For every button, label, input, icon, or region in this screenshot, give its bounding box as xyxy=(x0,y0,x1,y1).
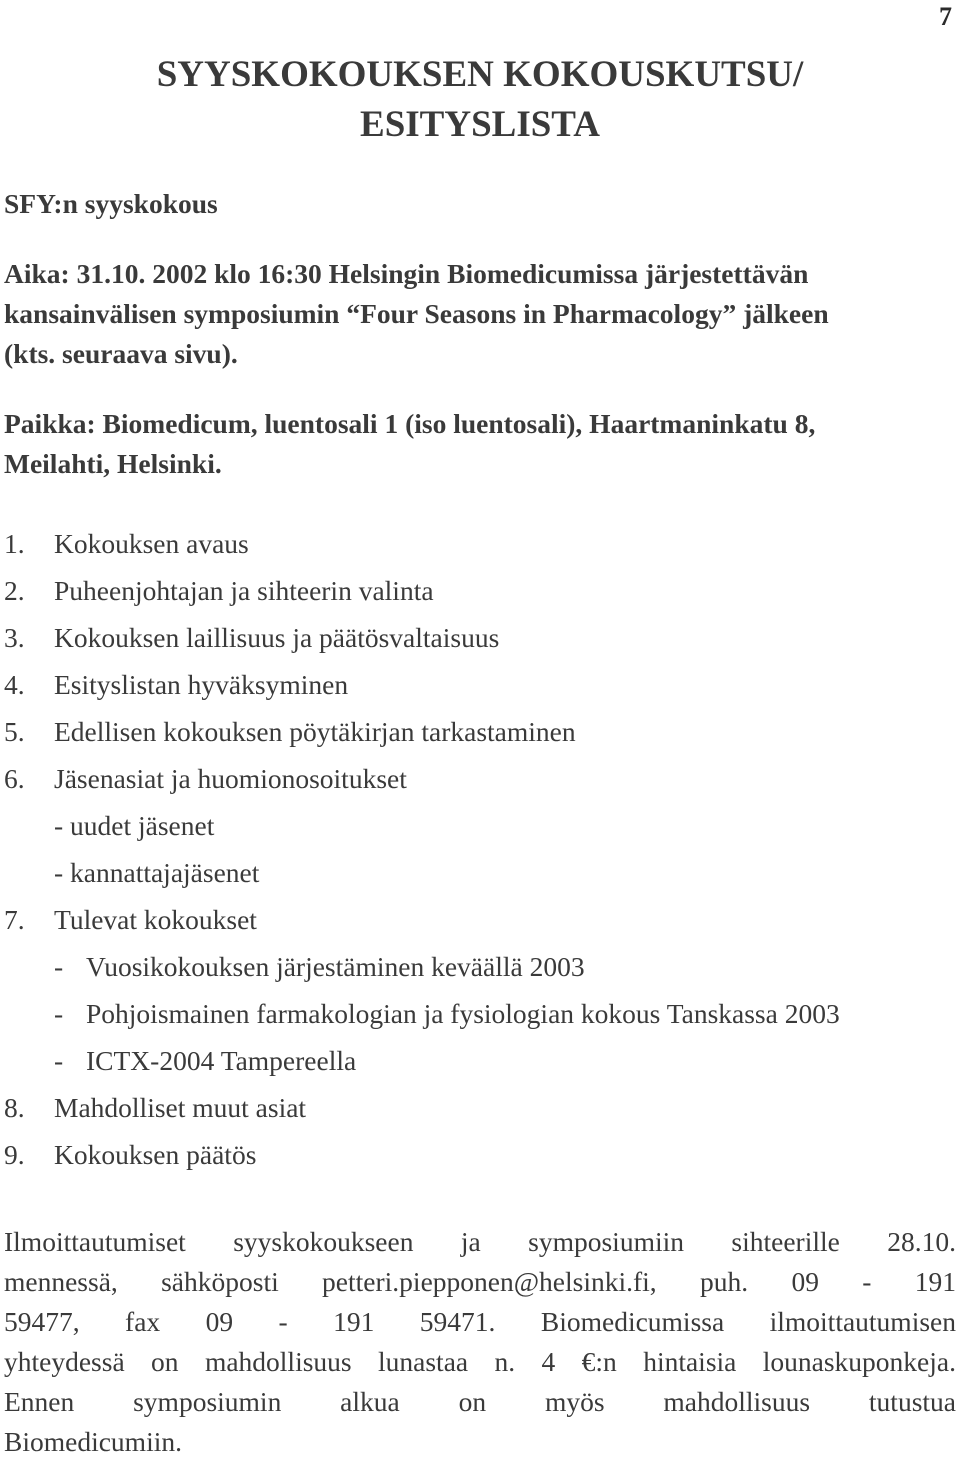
agenda-subitem-dash: - xyxy=(54,951,64,982)
agenda-item-text: Tulevat kokoukset xyxy=(54,904,257,935)
agenda-item-number: 1. xyxy=(4,528,25,559)
agenda-item-number: 4. xyxy=(4,669,25,700)
agenda-item-text: Jäsenasiat ja huomionosoitukset xyxy=(54,763,407,794)
agenda-subitem xyxy=(4,943,840,990)
meeting-name: SFY:n syyskokous xyxy=(4,188,218,219)
agenda-item xyxy=(4,661,840,708)
agenda-item xyxy=(4,755,840,802)
agenda-item-text: Mahdolliset muut asiat xyxy=(54,1092,307,1123)
agenda-subitem xyxy=(4,802,840,849)
place-line-1: Paikka: Biomedicum, luentosali 1 (iso luentosali), Haartmaninkatu 8, xyxy=(4,408,816,439)
agenda-item xyxy=(4,708,840,755)
agenda-item-text: Edellisen kokouksen pöytäkirjan tarkastaminen xyxy=(54,716,576,747)
footer-line: Ilmoittautumiset syyskokoukseen ja symposiumiin sihteerille 28.10. xyxy=(4,1226,956,1257)
time-line-3: (kts. seuraava sivu). xyxy=(4,338,238,369)
agenda-item-text: Kokouksen avaus xyxy=(54,528,249,559)
agenda-subitem-dash: - xyxy=(54,1045,64,1076)
title-line-2: ESITYSLISTA xyxy=(360,104,600,145)
agenda-item-number: 3. xyxy=(4,622,25,653)
agenda-subitem xyxy=(4,849,840,896)
page-title xyxy=(0,50,960,150)
footer-line: yhteydessä on mahdollisuus lunastaa n. 4 €:n hintaisia lounaskuponkeja. xyxy=(4,1346,956,1377)
agenda-item-number: 2. xyxy=(4,575,25,606)
agenda-item-text: Esityslistan hyväksyminen xyxy=(54,669,349,700)
footer-line: mennessä, sähköposti petteri.piepponen@helsinki.fi, puh. 09 - 191 xyxy=(4,1266,956,1297)
agenda-item-number: 9. xyxy=(4,1139,25,1170)
meeting-place xyxy=(4,404,815,484)
agenda-subitem-text: - kannattajajäsenet xyxy=(54,857,260,888)
agenda-subitem-text: ICTX-2004 Tampereella xyxy=(86,1045,357,1076)
agenda-item-text: Kokouksen päätös xyxy=(54,1139,257,1170)
agenda-item-number: 6. xyxy=(4,763,25,794)
agenda-item-number: 8. xyxy=(4,1092,25,1123)
agenda-item xyxy=(4,567,840,614)
title-line-1: SYYSKOKOUKSEN KOKOUSKUTSU/ xyxy=(156,54,804,95)
agenda-list xyxy=(4,520,840,1178)
time-line-1: Aika: 31.10. 2002 klo 16:30 Helsingin Biomedicumissa järjestettävän xyxy=(4,258,809,289)
agenda-item-number: 5. xyxy=(4,716,25,747)
agenda-subitem-text: Vuosikokouksen järjestäminen keväällä 2003 xyxy=(86,951,585,982)
agenda-subitem-text: - uudet jäsenet xyxy=(54,810,215,841)
agenda-subitem-dash: - xyxy=(54,998,64,1029)
agenda-item-text: Puheenjohtajan ja sihteerin valinta xyxy=(54,575,434,606)
agenda-subitem xyxy=(4,990,840,1037)
agenda-item xyxy=(4,896,840,943)
footer-line: Biomedicumiin. xyxy=(4,1426,182,1457)
agenda-subitem-text: Pohjoismainen farmakologian ja fysiologian kokous Tanskassa 2003 xyxy=(86,998,840,1029)
agenda-item xyxy=(4,1084,840,1131)
registration-info xyxy=(4,1222,956,1462)
time-line-2: kansainvälisen symposiumin “Four Seasons in Pharmacology” jälkeen xyxy=(4,298,829,329)
agenda-item xyxy=(4,520,840,567)
place-line-2: Meilahti, Helsinki. xyxy=(4,448,222,479)
agenda-item-number: 7. xyxy=(4,904,25,935)
footer-line: Ennen symposiumin alkua on myös mahdollisuus tutustua xyxy=(4,1386,956,1417)
footer-line: 59477, fax 09 - 191 59471. Biomedicumissa ilmoittautumisen xyxy=(4,1306,956,1337)
meeting-time xyxy=(4,254,829,374)
page-number: 7 xyxy=(939,2,952,31)
agenda-item-text: Kokouksen laillisuus ja päätösvaltaisuus xyxy=(54,622,500,653)
agenda-subitem xyxy=(4,1037,840,1084)
agenda-item xyxy=(4,1131,840,1178)
agenda-item xyxy=(4,614,840,661)
